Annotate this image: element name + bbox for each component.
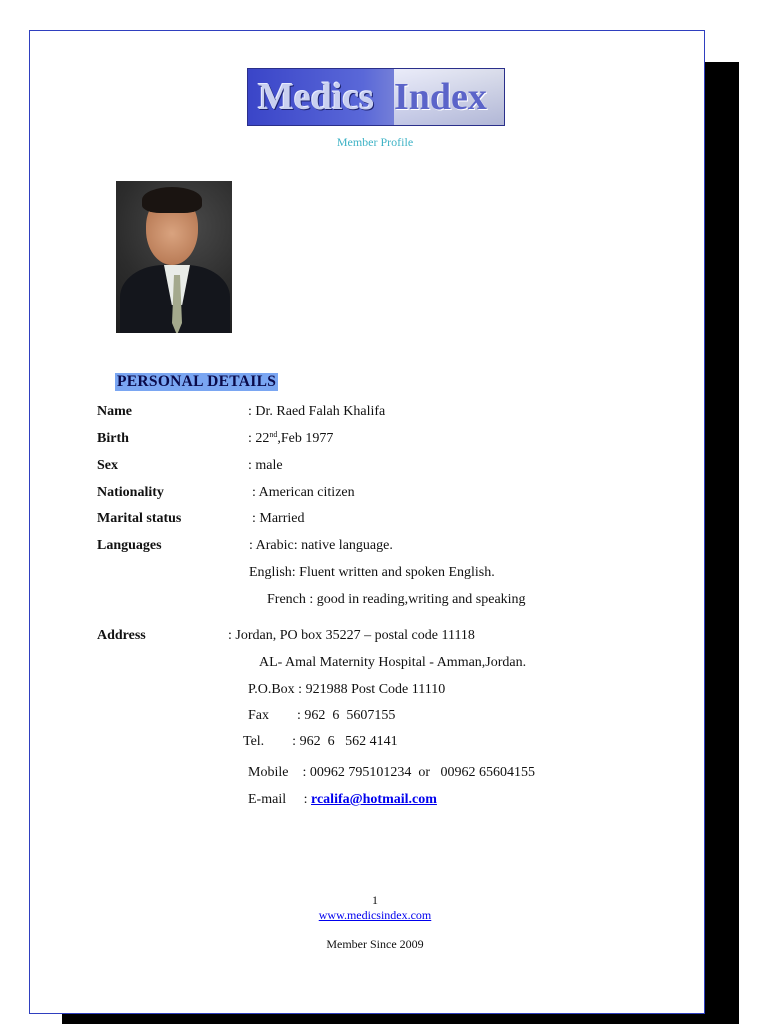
logo-text-medics: Medics xyxy=(258,76,375,118)
address-label: Address xyxy=(97,628,146,643)
languages-line-french: French : good in reading,writing and speaking xyxy=(267,592,526,607)
document-page xyxy=(29,30,705,1014)
member-profile-subtitle: Member Profile xyxy=(336,135,414,149)
tel-line: Tel. : 962 6 562 4141 xyxy=(243,734,398,749)
logo-text-index: Index xyxy=(394,76,487,118)
birth-ordinal: nd xyxy=(269,430,278,439)
marital-status-label: Marital status xyxy=(97,511,182,526)
email-line xyxy=(248,792,437,808)
languages-label: Languages xyxy=(97,538,162,553)
address-line-3: P.O.Box : 921988 Post Code 11110 xyxy=(248,682,446,697)
name-value: : Dr. Raed Falah Khalifa xyxy=(248,404,386,419)
website-link[interactable]: www.medicsindex.com xyxy=(318,908,432,922)
photo-hair xyxy=(142,187,202,213)
fax-line: Fax : 962 6 5607155 xyxy=(248,708,396,723)
birth-day: : 22 xyxy=(248,431,270,446)
email-label: E-mail : xyxy=(248,792,311,807)
sex-value: : male xyxy=(248,458,283,473)
nationality-label: Nationality xyxy=(97,485,164,500)
page-number: 1 xyxy=(372,893,378,907)
medics-index-logo xyxy=(247,68,505,126)
email-link[interactable]: rcalifa@hotmail.com xyxy=(311,792,437,807)
address-line-2: AL- Amal Maternity Hospital - Amman,Jordan. xyxy=(259,655,527,670)
member-since: Member Since 2009 xyxy=(326,937,424,951)
birth-value xyxy=(248,431,333,447)
mobile-line: Mobile : 00962 795101234 or 00962 65604155 xyxy=(248,765,535,780)
address-line-1: : Jordan, PO box 35227 – postal code 11118 xyxy=(228,628,475,643)
languages-line-english: English: Fluent written and spoken English. xyxy=(249,565,495,580)
languages-line-arabic: : Arabic: native language. xyxy=(249,538,393,553)
name-label: Name xyxy=(97,404,132,419)
personal-details-heading: PERSONAL DETAILS xyxy=(117,373,277,390)
birth-label: Birth xyxy=(97,431,129,446)
profile-photo xyxy=(116,181,232,333)
sex-label: Sex xyxy=(97,458,118,473)
birth-month-year: ,Feb 1977 xyxy=(277,431,334,446)
nationality-value: : American citizen xyxy=(252,485,355,500)
marital-status-value: : Married xyxy=(252,511,305,526)
